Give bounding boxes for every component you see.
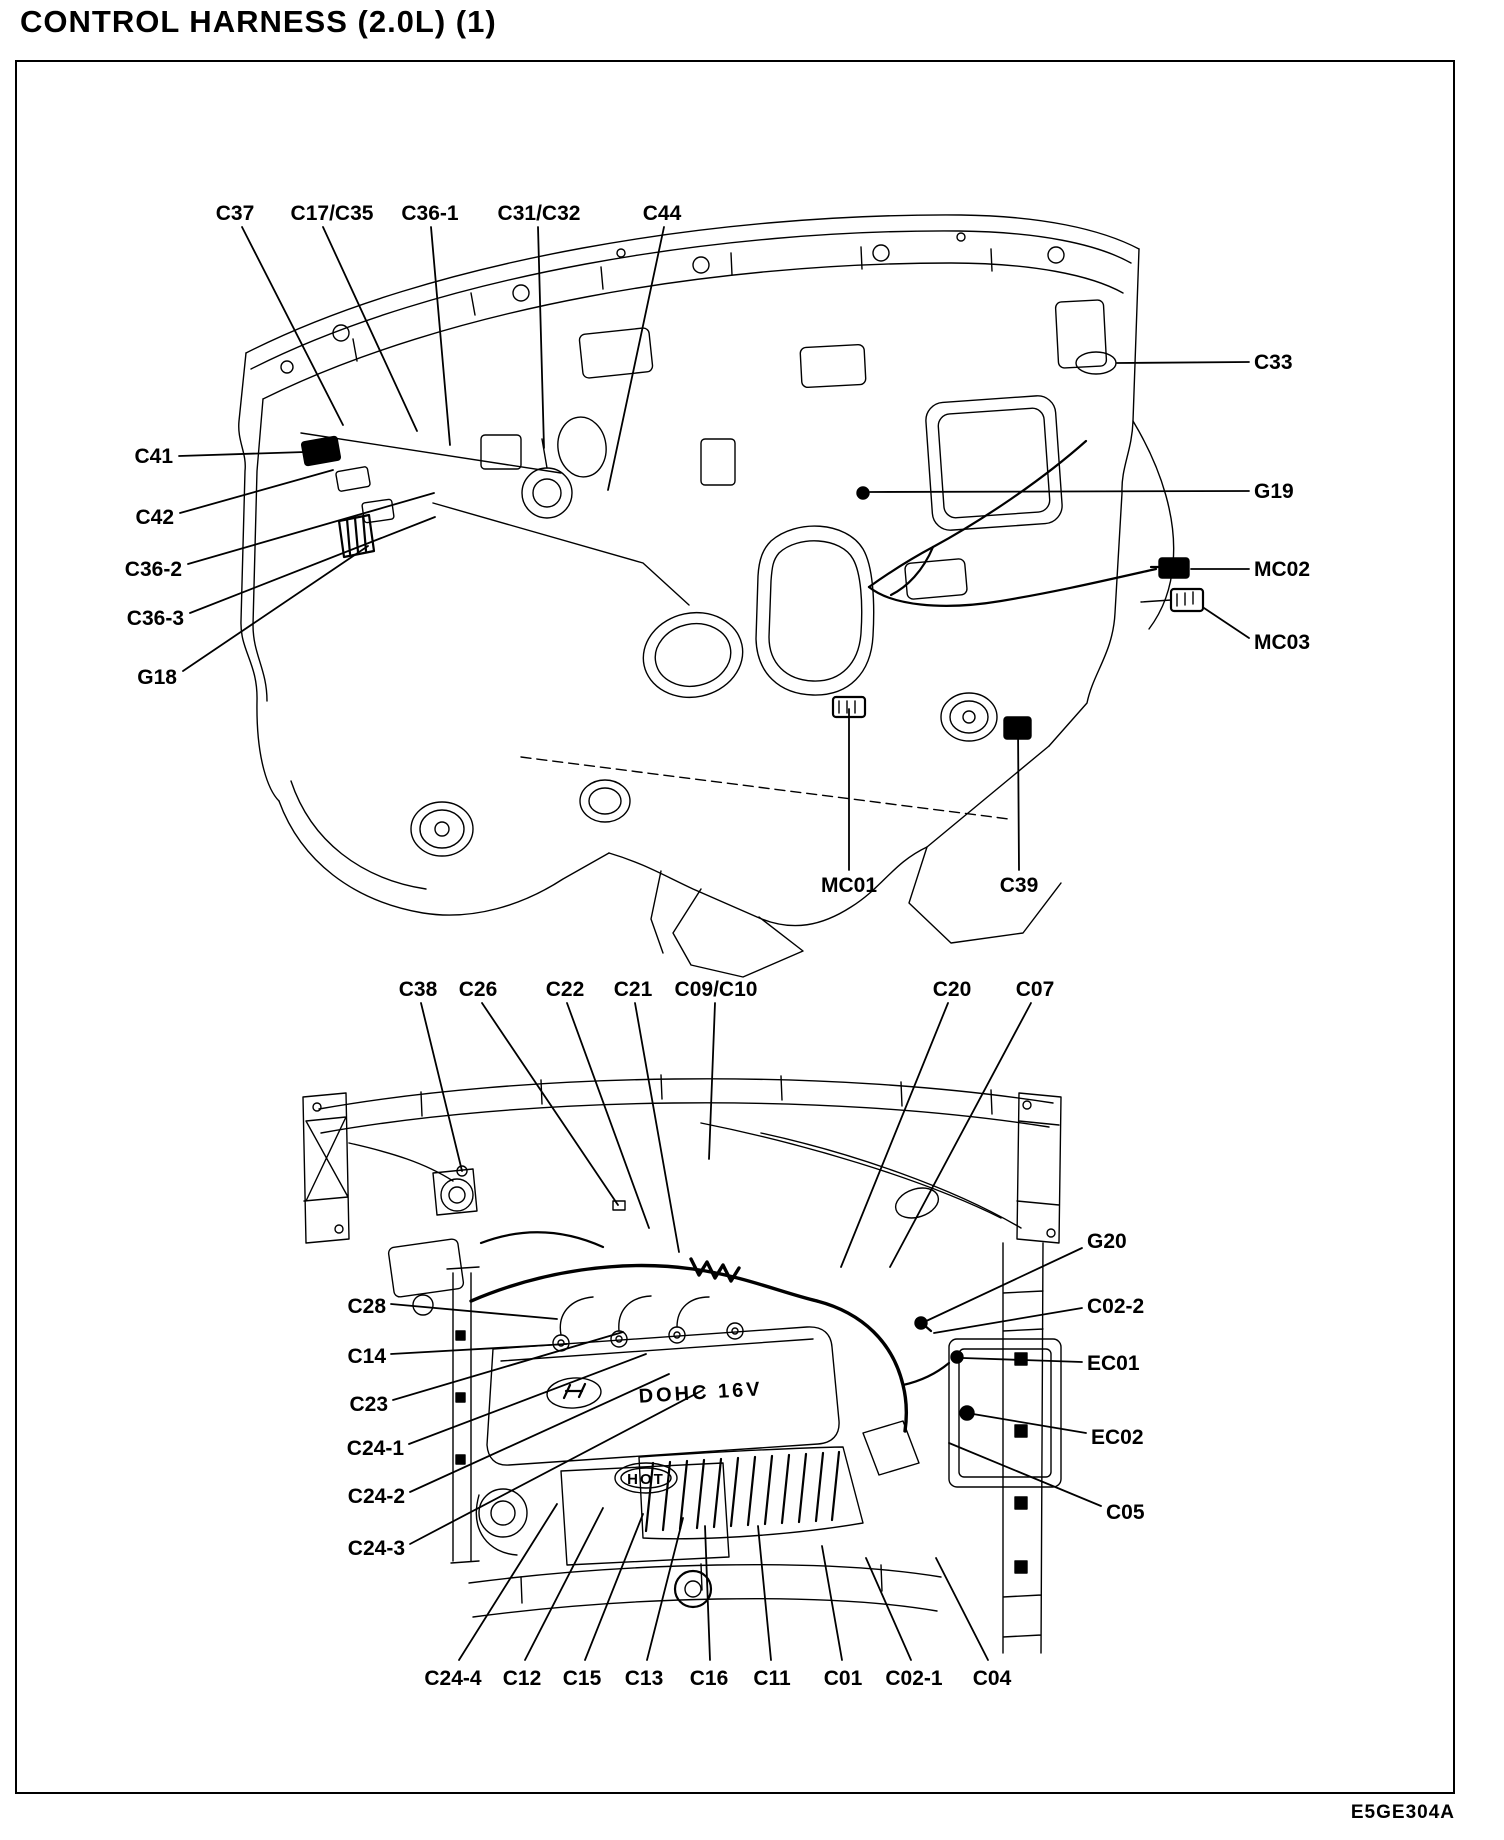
line-art: [1048, 247, 1064, 263]
line-art: [669, 1327, 685, 1343]
leader-line-C11: [758, 1526, 771, 1660]
line-art: [513, 285, 529, 301]
connector-label-EC02: EC02: [1091, 1426, 1144, 1449]
connector-label-C41: C41: [134, 445, 173, 468]
line-art: [251, 231, 1131, 369]
leader-line-C02-1: [866, 1558, 911, 1660]
ground-ec01-icon: [951, 1351, 963, 1363]
connector-mc02-icon: [1159, 558, 1189, 578]
leader-line-C41: [179, 452, 305, 456]
connector-label-C26: C26: [458, 978, 498, 1001]
line-art: [756, 526, 874, 695]
connector-label-C42: C42: [135, 506, 174, 529]
line-art: [522, 468, 572, 518]
line-art: [761, 1133, 1021, 1228]
connector-label-C39: C39: [999, 874, 1039, 897]
line-art: [564, 1384, 585, 1398]
connector-label-C01: C01: [823, 1667, 863, 1690]
leader-line-C16: [705, 1526, 710, 1660]
line-art: [1017, 1093, 1061, 1243]
connector-label-C24-1: C24-1: [346, 1437, 404, 1460]
leader-line-C36-2: [188, 493, 434, 564]
line-art: [239, 353, 279, 801]
line-art: [291, 781, 426, 889]
line-art: [301, 433, 689, 605]
line-art: [769, 541, 862, 681]
connector-label-C36-2: C36-2: [124, 558, 182, 581]
leader-line-C44: [608, 227, 664, 490]
line-art: [963, 711, 975, 723]
connector-label-MC03: MC03: [1254, 631, 1311, 654]
figure-code: E5GE304A: [1350, 1802, 1455, 1823]
connector-label-C21: C21: [613, 978, 653, 1001]
connector-label-C38: C38: [398, 978, 438, 1001]
line-art: [449, 1187, 465, 1203]
page-title: CONTROL HARNESS (2.0L) (1): [20, 4, 497, 39]
connector-label-C36-3: C36-3: [126, 607, 184, 630]
leader-line-C33: [1117, 362, 1249, 363]
line-art: [481, 1232, 603, 1247]
line-art: [1015, 1497, 1027, 1509]
line-art: [362, 499, 394, 523]
connector-label-C12: C12: [502, 1667, 542, 1690]
line-art: [891, 547, 933, 595]
connector-label-C20: C20: [932, 978, 972, 1001]
line-art: [701, 439, 735, 485]
line-art: [674, 1332, 680, 1338]
connector-label-G19: G19: [1254, 480, 1294, 503]
line-art: [817, 1301, 906, 1431]
leader-line-EC02: [973, 1414, 1086, 1433]
connector-label-C05: C05: [1106, 1501, 1145, 1524]
connector-label-C14: C14: [347, 1345, 386, 1368]
leader-line-C12: [525, 1508, 603, 1660]
line-art: [635, 604, 750, 707]
connector-label-C37: C37: [215, 202, 255, 225]
line-art: [319, 1079, 1053, 1109]
line-art: [456, 1393, 465, 1402]
connector-label-C02-2: C02-2: [1087, 1295, 1145, 1318]
line-art: [279, 801, 609, 915]
line-art: [863, 1421, 919, 1475]
line-art: [675, 1571, 711, 1607]
line-art: [693, 257, 709, 273]
line-art: [253, 399, 267, 701]
line-art: [491, 1501, 515, 1525]
connector-label-C16: C16: [689, 1667, 729, 1690]
connector-label-C36-1: C36-1: [401, 202, 459, 225]
connector-label-C07: C07: [1015, 978, 1055, 1001]
dash-panel-drawing: [239, 215, 1203, 977]
line-art: [435, 822, 449, 836]
leader-line-C02-2: [934, 1308, 1082, 1333]
line-art: [685, 1581, 701, 1597]
connector-label-C22: C22: [545, 978, 585, 1001]
connector-label-C24-4: C24-4: [424, 1667, 482, 1690]
connector-label-C04: C04: [972, 1667, 1012, 1690]
ground-g19-icon: [857, 487, 869, 499]
leader-line-C23: [393, 1332, 623, 1400]
connector-label-C44: C44: [642, 202, 682, 225]
line-art: [1133, 421, 1174, 629]
leader-line-C36-3: [190, 517, 435, 613]
connector-label-C02-1: C02-1: [885, 1667, 943, 1690]
connector-label-MC01: MC01: [820, 874, 878, 897]
line-art: [456, 1455, 465, 1464]
line-art: [246, 215, 1139, 353]
line-art: [303, 1093, 349, 1243]
line-art: [471, 1266, 817, 1301]
connector-label-C24-3: C24-3: [347, 1537, 405, 1560]
connector-label-C17-C35: C17/C35: [290, 202, 374, 225]
leader-line-C21: [635, 1003, 679, 1252]
line-art: [1049, 249, 1139, 746]
line-art: [701, 1123, 1001, 1218]
line-art: [281, 361, 293, 373]
line-art: [1055, 300, 1106, 368]
leader-line-C26: [482, 1003, 618, 1205]
line-art: [335, 1225, 343, 1233]
line-art: [1047, 1229, 1055, 1237]
line-art: [313, 1103, 321, 1111]
horn-c38-icon: [441, 1179, 473, 1211]
leader-line-C36-1: [431, 227, 450, 445]
harness-loom: [691, 1259, 739, 1281]
leader-line-C38: [421, 1003, 462, 1171]
connector-label-G20: G20: [1087, 1230, 1127, 1253]
line-art: [617, 249, 625, 257]
line-art: [333, 325, 349, 341]
line-art: [589, 788, 621, 814]
line-art: [938, 407, 1051, 518]
connector-g18-icon: [339, 515, 374, 557]
line-art: [420, 810, 464, 848]
connector-c42-icon: [336, 466, 371, 491]
line-art: [1015, 1425, 1027, 1437]
leader-line-C31-C32: [538, 227, 544, 448]
connector-label-MC02: MC02: [1254, 558, 1311, 581]
figure-border: [15, 60, 1455, 1794]
line-art: [321, 1103, 1049, 1133]
dash-panel-labels: [125, 202, 1310, 897]
line-art: [1023, 1101, 1031, 1109]
line-art: [609, 746, 1049, 926]
connector-label-C31-C32: C31/C32: [497, 202, 581, 225]
connector-c41-icon: [301, 436, 341, 466]
line-art: [839, 701, 855, 713]
leader-line-G19: [870, 491, 1249, 492]
line-art: [613, 1201, 625, 1210]
line-art: [479, 1489, 527, 1537]
connector-label-C23: C23: [349, 1393, 388, 1416]
leader-line-C01: [822, 1546, 842, 1660]
line-art: [869, 441, 1086, 587]
line-art: [579, 327, 653, 378]
leader-line-C17-C35: [323, 227, 417, 431]
line-art: [616, 1336, 622, 1342]
engine-bay-drawing: [303, 1075, 1061, 1653]
leader-line-C14: [391, 1344, 567, 1354]
ground-ec02-icon: [960, 1406, 974, 1420]
connector-label-C09-C10: C09/C10: [674, 978, 758, 1001]
line-art: [521, 757, 1009, 819]
line-art: [903, 1363, 949, 1385]
connector-label-C24-2: C24-2: [347, 1485, 405, 1508]
line-art: [349, 1143, 453, 1181]
leader-line-C24-3: [410, 1390, 703, 1544]
line-art: [957, 233, 965, 241]
leader-line-C04: [936, 1558, 988, 1660]
connector-label-C11: C11: [753, 1667, 791, 1690]
connector-label-C33: C33: [1254, 351, 1293, 374]
line-art: [533, 479, 561, 507]
connector-label-G18: G18: [137, 666, 177, 689]
leader-line-MC03: [1204, 608, 1249, 638]
line-art: [673, 889, 803, 977]
line-art: [732, 1328, 738, 1334]
leader-line-C15: [585, 1514, 643, 1660]
leader-line-G18: [183, 546, 368, 671]
leader-line-C37: [242, 227, 343, 425]
line-art: [649, 617, 736, 693]
connector-mc03-icon: [1171, 589, 1203, 611]
valve-cover-text: DOHC 16V: [638, 1378, 764, 1408]
leader-line-C24-1: [409, 1354, 646, 1444]
line-art: [869, 569, 1156, 606]
line-art: [554, 414, 610, 480]
line-art: [413, 1295, 433, 1315]
line-art: [873, 245, 889, 261]
leader-line-C20: [841, 1003, 948, 1267]
leader-line-C22: [567, 1003, 649, 1228]
line-art: [456, 1331, 465, 1340]
line-art: [651, 871, 663, 953]
line-art: [580, 780, 630, 822]
connector-c33-icon: [1076, 352, 1116, 374]
line-art: [560, 1296, 709, 1335]
leader-line-C07: [890, 1003, 1031, 1267]
connector-label-C13: C13: [624, 1667, 664, 1690]
connector-label-C15: C15: [562, 1667, 602, 1690]
line-art: [433, 1169, 477, 1215]
connector-label-EC01: EC01: [1087, 1352, 1140, 1375]
engine-bay-labels: [347, 978, 1145, 1690]
line-art: [1003, 1243, 1043, 1653]
line-art: [950, 701, 988, 733]
leader-line-C39: [1018, 727, 1019, 870]
leader-line-C09-C10: [709, 1003, 715, 1159]
harness-figure: [17, 62, 1457, 1794]
line-art: [800, 344, 866, 387]
hot-badge-text: HOT: [627, 1471, 665, 1488]
line-art: [646, 1452, 839, 1531]
line-art: [1015, 1561, 1027, 1573]
connector-label-C28: C28: [347, 1295, 386, 1318]
line-art: [501, 1339, 813, 1361]
